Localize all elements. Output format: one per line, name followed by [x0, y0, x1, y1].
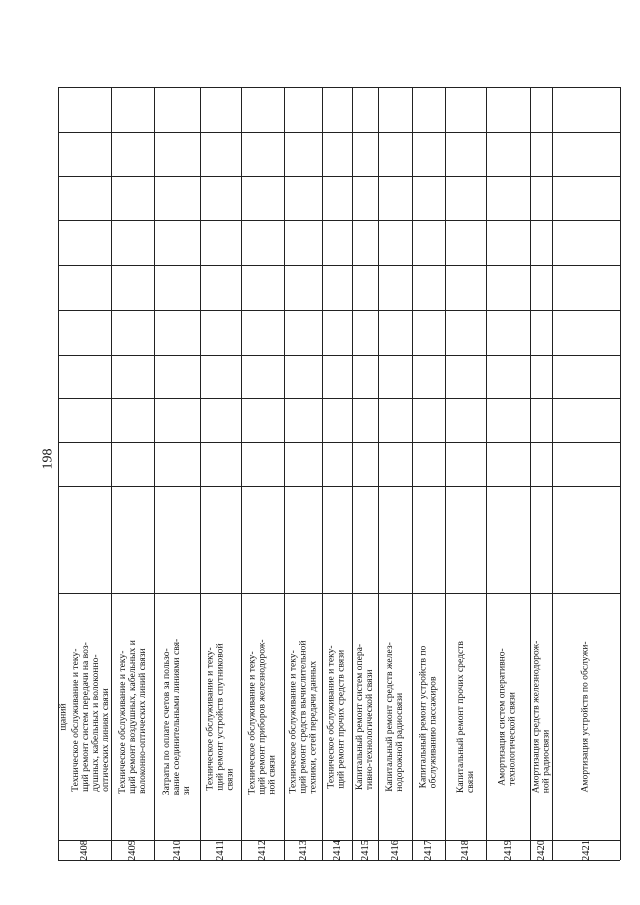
row-description — [456, 641, 476, 793]
row-code: 2411 — [215, 839, 226, 861]
row-code: 2410 — [171, 839, 183, 861]
header-fragment — [58, 593, 70, 840]
row-description-line: оптических линиях связи — [99, 687, 111, 792]
row-description-line: Техническое обслуживание и теку- — [287, 649, 299, 793]
row-description — [162, 638, 192, 794]
row-code-cell — [58, 840, 111, 860]
row-code: 2416 — [389, 839, 401, 861]
column-border — [58, 132, 620, 133]
row-description-cell — [530, 593, 552, 840]
row-description-cell — [552, 593, 620, 840]
row-description-line: щий ремонт воздушных, кабельных и — [126, 639, 138, 794]
row-description-line: Техническое обслуживание и теку- — [246, 650, 258, 795]
row-code: 2415 — [359, 839, 371, 861]
row-code-cell — [284, 840, 322, 860]
row-description-line: Техническое обслуживание и теку- — [204, 646, 216, 791]
column-border — [58, 220, 620, 221]
row-description-line: щий ремонт прочих средств связи — [336, 649, 348, 789]
row-description — [355, 643, 375, 789]
row-code: 2420 — [535, 839, 547, 861]
row-description-cell — [111, 593, 154, 840]
row-description-line: технологической связи — [507, 691, 519, 786]
row-description-line: Капитальный ремонт прочих средств — [454, 640, 466, 793]
row-code: 2417 — [423, 839, 434, 861]
row-description-line: обслуживанию пассажиров — [427, 676, 439, 788]
page-number: 198 — [40, 448, 55, 470]
row-code: 2414 — [331, 839, 343, 861]
column-border — [58, 486, 620, 487]
row-description-cell — [412, 593, 445, 840]
row-code: 2409 — [127, 839, 138, 861]
column-border — [58, 310, 620, 311]
row-description — [248, 639, 278, 794]
row-code-cell — [530, 840, 552, 860]
row-description-line: щий ремонт устройств спутниковой — [214, 642, 226, 791]
row-description-line: Капитальный ремонт средств желез- — [384, 641, 396, 792]
row-border — [620, 87, 621, 860]
row-description-line: Амортизация устройств по обслужи- — [580, 640, 592, 793]
row-description-line: Техническое обслуживание и теку- — [326, 644, 338, 789]
row-code: 2412 — [257, 839, 268, 861]
row-code: 2408 — [79, 839, 90, 861]
row-description-line: Капитальный ремонт систем опера- — [354, 643, 366, 790]
row-code-cell — [378, 840, 412, 860]
row-code-cell — [154, 840, 200, 860]
row-code-cell — [111, 840, 154, 860]
row-description-cell — [378, 593, 412, 840]
row-description-line: Затраты по оплате счетов за пользо- — [161, 647, 173, 795]
row-description-cell — [445, 593, 486, 840]
row-description — [531, 640, 551, 793]
row-description-line: щий ремонт средств вычислительной — [297, 640, 309, 793]
row-description — [327, 645, 347, 788]
row-description-line: щий ремонт приборов железнодорож- — [256, 638, 268, 795]
row-code-cell — [445, 840, 486, 860]
column-border — [58, 176, 620, 177]
row-description — [288, 640, 318, 793]
row-code-cell — [552, 840, 620, 860]
row-description-line: зи — [181, 785, 193, 795]
row-description-line: Амортизация средств железнодорож- — [530, 640, 541, 793]
row-description — [385, 642, 405, 792]
row-description — [419, 645, 439, 788]
row-description-line: Капитальный ремонт устройств по — [417, 645, 429, 788]
column-border — [58, 355, 620, 356]
row-code: 2421 — [580, 839, 592, 861]
row-description-line: ной радиосвязи — [540, 729, 551, 793]
row-description — [71, 642, 111, 792]
row-description-cell — [284, 593, 322, 840]
row-code-cell — [241, 840, 284, 860]
row-description-cell — [70, 593, 111, 840]
column-border — [58, 398, 620, 399]
row-code: 2419 — [502, 839, 514, 861]
row-description-cell — [352, 593, 378, 840]
column-border — [58, 442, 620, 443]
row-code-cell — [322, 840, 352, 860]
row-description-line: вание соединительными линиями свя- — [171, 638, 183, 795]
row-description-line: волоконно-оптических линий связи — [136, 647, 148, 794]
row-description-line: ной связи — [266, 754, 278, 795]
row-description-cell — [322, 593, 352, 840]
row-description-line: Техническое обслуживание и теку- — [69, 648, 81, 792]
row-description-line: связи — [224, 768, 236, 791]
row-code-cell — [200, 840, 241, 860]
row-description — [118, 640, 148, 794]
row-description-cell — [154, 593, 200, 840]
row-description-line: Техническое обслуживание и теку- — [116, 650, 128, 794]
row-description-cell — [200, 593, 241, 840]
row-description-line: душных, кабельных и волоконно- — [89, 653, 101, 792]
row-description — [498, 648, 518, 785]
row-description-cell — [486, 593, 530, 840]
row-code: 2418 — [460, 839, 471, 861]
row-code-cell — [352, 840, 378, 860]
row-description — [581, 641, 591, 792]
row-code: 2413 — [297, 839, 309, 861]
row-description — [206, 643, 236, 790]
row-description-line: Амортизация систем оперативно- — [497, 647, 509, 786]
row-description-line: техники, сетей передачи данных — [307, 660, 319, 793]
column-border — [58, 87, 620, 88]
column-border — [58, 265, 620, 266]
header-fragment-text: щаний — [58, 702, 69, 731]
row-description-cell — [241, 593, 284, 840]
row-code-cell — [412, 840, 445, 860]
row-description-line: щий ремонт систем передачи на воз- — [79, 641, 91, 792]
row-code-cell — [486, 840, 530, 860]
row-description-line: нодорожной радиосвязи — [394, 692, 406, 792]
row-description-line: связи — [464, 770, 476, 793]
row-description-line: тивно-технологической связи — [364, 668, 376, 790]
